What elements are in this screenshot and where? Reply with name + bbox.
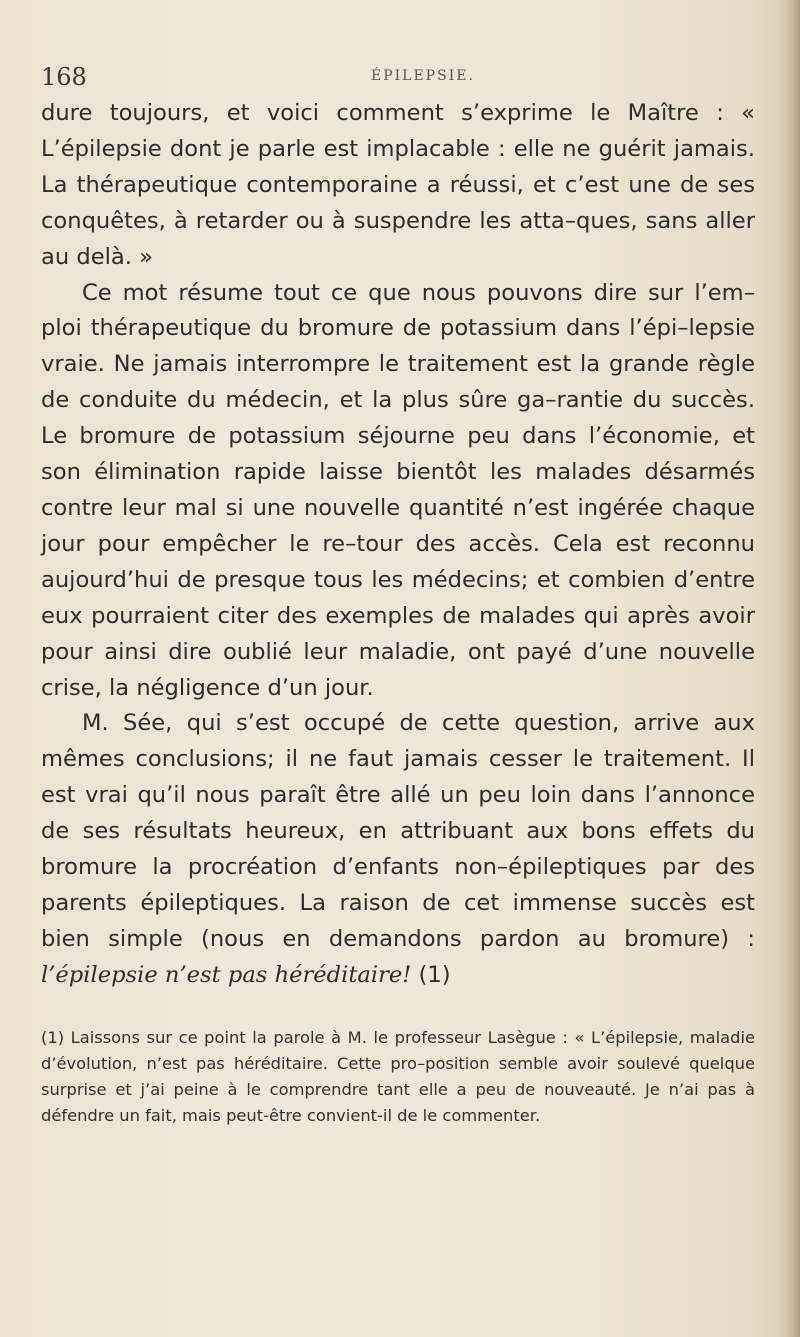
footnote-text: (1) Laissons sur ce point la parole à M. le professeur Lasègue : « L’épilepsie, maladie d’évolution, n’est pas héréditaire. Cette pro–position semble avoir soulevé quelque surprise et j’ai peine à le comprendre tant elle a peu de nouveauté. Je n’ai pas à défendre un fait, mais peut-être convient-il de le commenter. <box>41 1028 755 1125</box>
page-header <box>41 62 761 96</box>
paragraph-3-text: M. Sée, qui s’est occupé de cette question, arrive aux mêmes conclusions; il ne faut jamais cesser le traitement. Il est vrai qu’il nous paraît être allé un peu loin dans l’annonce de ses résultats heureux, en attribuant aux bons effets du bromure la procréation d’enfants non–épileptiques par des parents épileptiques. La raison de cet immense succès est bien simple (nous en demandons pardon au bromure) : <box>41 710 755 952</box>
paragraph-3 <box>41 706 755 993</box>
page-edge-shadow <box>778 0 800 1337</box>
paragraph-3-italic: l’épilepsie n’est pas héréditaire! <box>41 961 412 988</box>
running-head: ÉPILEPSIE. <box>371 68 475 84</box>
page-number: 168 <box>41 63 87 91</box>
footnote-reference: (1) <box>418 961 451 988</box>
footnote <box>41 1025 755 1129</box>
body-text <box>41 96 755 994</box>
paragraph-1: dure toujours, et voici comment s’exprime le Maître : « L’épilepsie dont je parle est implacable : elle ne guérit jamais. La thérapeutique contemporaine a réussi, et c’est une de ses conquêtes, à retarder ou à suspendre les atta–ques, sans aller au delà. » <box>41 100 755 270</box>
paragraph-2: Ce mot résume tout ce que nous pouvons dire sur l’em–ploi thérapeutique du bromure de potassium dans l’épi–lepsie vraie. Ne jamais interrompre le traitement est la grande règle de conduite du médecin, et la plus sûre ga–rantie du succès. Le bromure de potassium séjourne peu dans l’économie, et son élimination rapide laisse bientôt les malades désarmés contre leur mal si une nouvelle quantité n’est ingérée chaque jour pour empêcher le re–tour des accès. Cela est reconnu aujourd’hui de presque tous les médecins; et combien d’entre eux pourraient citer des exemples de malades qui après avoir pour ainsi dire oublié leur maladie, ont payé d’une nouvelle crise, la négligence d’un jour. <box>41 279 755 701</box>
